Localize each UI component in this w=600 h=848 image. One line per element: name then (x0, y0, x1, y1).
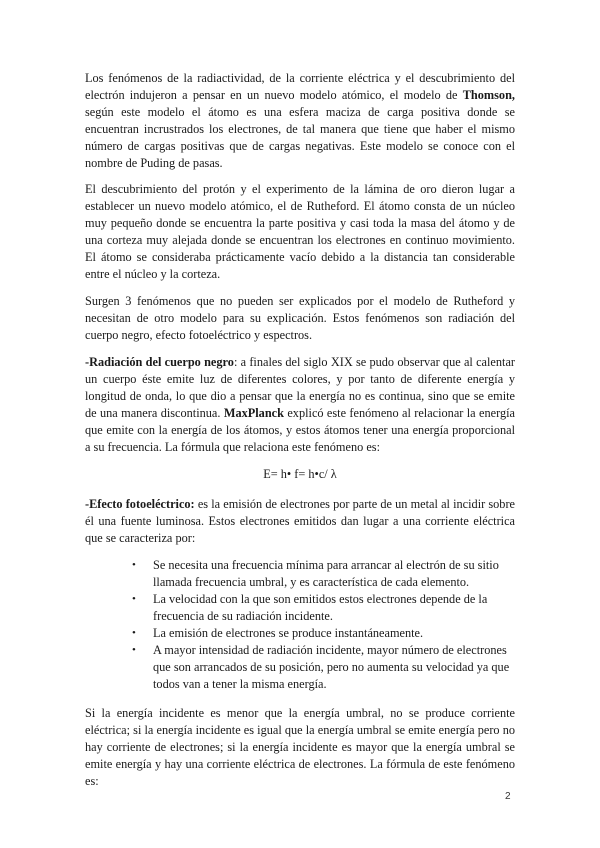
photoelectric-bullet-list (85, 557, 515, 693)
list-item (132, 591, 515, 625)
list-item-text: Se necesita una frecuencia mínima para arrancar al electrón de su sitio llamada frecuencia umbral, y es característica de cada elemento. (153, 558, 499, 589)
paragraph-photoelectric (85, 496, 515, 547)
black-body-tail: explicó este fenómeno al relacionar la energía que emite con la energía de los átomos, y estos átomos tener una energía proporcional a su frecuencia. La fórmula que relaciona este fenómeno es: (85, 406, 515, 454)
black-body-text: : a finales del siglo XIX se pudo observar que al calentar un cuerpo éste emite luz de diferentes colores, y por tanto de diferente energía y longitud de onda, lo que dio a pensar que la energía no es continua, sino que se emite de una manera discontinua. (85, 355, 515, 420)
photoelectric-heading: -Efecto fotoeléctrico: (85, 497, 195, 511)
max-planck-bold: MaxPlanck (223, 406, 284, 420)
paragraph-phenomena: Surgen 3 fenómenos que no pueden ser explicados por el modelo de Rutheford y necesitan de otro modelo para su explicación. Estos fenómenos son radiación del cuerpo negro, efecto fotoeléctrico y espectros. (85, 294, 515, 342)
bullet-icon: • (132, 593, 136, 605)
paragraph-thomson-text: Los fenómenos de la radiactividad, de la corriente eléctrica y el descubrimiento del electrón indujeron a pensar en un nuevo modelo atómico, el modelo de (85, 71, 515, 102)
bullet-icon: • (132, 627, 136, 639)
paragraph-thomson (85, 70, 515, 172)
list-item-text: A mayor intensidad de radiación incidente, mayor número de electrones que son arrancados de su posición, pero no aumenta su velocidad ya que todos van a tener la misma energía. (153, 643, 510, 691)
planck-formula: E= h• f= h•c/ λ (263, 467, 337, 481)
bullet-icon: • (132, 644, 136, 656)
black-body-heading: -Radiación del cuerpo negro (85, 355, 234, 369)
page-content (85, 70, 515, 800)
list-item (132, 625, 515, 642)
list-item-text: La velocidad con la que son emitidos estos electrones depende de la frecuencia de su radiación incidente. (153, 592, 488, 623)
paragraph-thomson-tail: según este modelo el átomo es una esfera maciza de carga positiva donde se encuentran incrustrados los electrones, de tal manera que tiene que haber el mismo número de cargas positivas que de cargas negativas. Este modelo se conoce con el nombre de Puding de pasas. (85, 105, 515, 170)
photoelectric-text: es la emisión de electrones por parte de un metal al incidir sobre él una fuente luminosa. Estos electrones emitidos dan lugar a una corriente eléctrica que se caracteriza por: (85, 497, 515, 545)
paragraph-rutheford: El descubrimiento del protón y el experimento de la lámina de oro dieron lugar a establecer un nuevo modelo atómico, el de Rutheford. El átomo consta de un núcleo muy pequeño donde se encuentra la parte positiva y casi toda la masa del átomo y de una corteza muy alejada donde se encuentran los electrones en continuo movimiento. El átomo se consideraba prácticamente vacío debido a la distancia tan considerable entre el núcleo y la corteza. (85, 182, 515, 281)
page-number: 2 (505, 791, 511, 802)
thomson-bold: Thomson, (462, 88, 515, 102)
list-item (132, 557, 515, 591)
paragraph-black-body (85, 354, 515, 456)
paragraph-threshold-energy: Si la energía incidente es menor que la energía umbral, no se produce corriente eléctrica; si la energía incidente es igual que la energía umbral se emite energía pero no hay corriente de electrones; si la energía incidente es mayor que la energía umbral se emite energía y hay una corriente eléctrica de electrones. La fórmula de este fenómeno es: (85, 706, 515, 788)
bullet-icon: • (132, 559, 136, 571)
list-item-text: La emisión de electrones se produce instantáneamente. (153, 626, 424, 640)
list-item (132, 642, 515, 693)
